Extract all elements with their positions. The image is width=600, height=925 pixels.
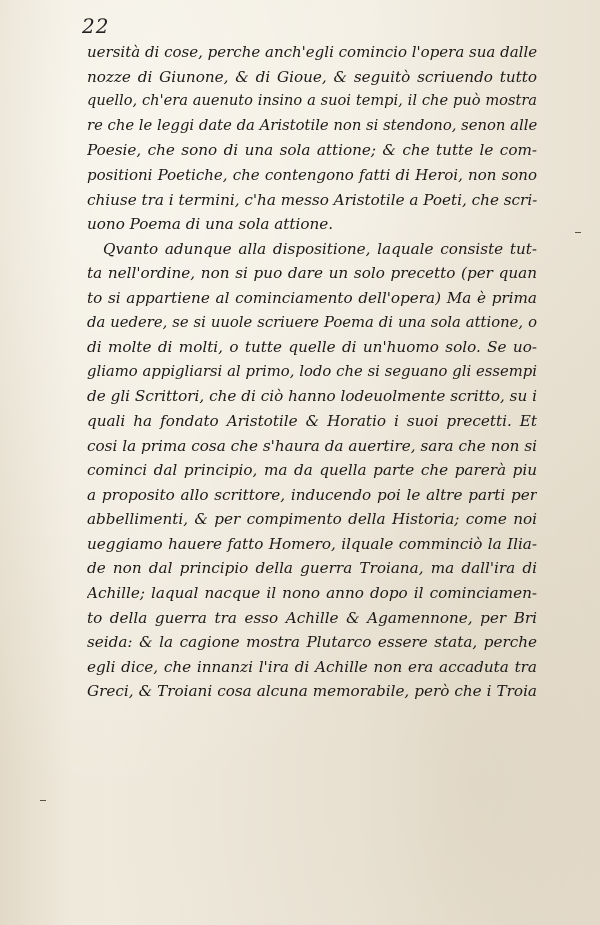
text-line: da uedere, se si uuole scriuere Poema di una sola attione, o [87, 313, 537, 331]
text-line: de gli Scrittori, che di ciò hanno lodeuolmente scritto, su i [87, 387, 537, 406]
text-line: de non dal principio della guerra Troiana, ma dall'ira di [87, 559, 537, 578]
margin-mark [40, 800, 46, 801]
text-line: ta nell'ordine, non si puo dare un solo precetto (per quan [87, 264, 537, 283]
page-number: 22 [82, 14, 110, 38]
text-line: uersità di cose, perche anch'egli comincio l'opera sua dalle [87, 43, 537, 61]
paragraph-start-line: Qvanto adunque alla dispositione, laquale consiste tut- [103, 239, 537, 258]
text-line: re che le leggi date da Aristotile non si stendono, senon alle [87, 116, 537, 134]
text-line: nozze di Giunone, & di Gioue, & seguitò scriuendo tutto [87, 67, 537, 86]
text-line: egli dice, che innanzi l'ira di Achille non era accaduta tra [87, 657, 537, 676]
text-line: Achille; laqual nacque il nono anno dopo il cominciamen- [87, 584, 537, 603]
text-line: quali ha fondato Aristotile & Horatio i suoi precetti. Et [87, 411, 537, 430]
text-line: positioni Poetiche, che contengono fatti di Heroi, non sono [87, 165, 537, 184]
text-line: cosi la prima cosa che s'haura da auertire, sara che non si [87, 436, 537, 455]
text-line: quello, ch'era auenuto insino a suoi tempi, il che può mostra [87, 92, 537, 110]
text-line: seida: & la cagione mostra Plutarco essere stata, perche [87, 633, 537, 652]
text-line: abbellimenti, & per compimento della Historia; come noi [87, 510, 537, 529]
text-line: di molte di molti, o tutte quelle di un'huomo solo. Se uo- [87, 338, 537, 357]
text-line: to si appartiene al cominciamento dell'opera) Ma è prima [87, 288, 537, 307]
text-line: to della guerra tra esso Achille & Agamennone, per Bri [87, 608, 537, 627]
text-line: a proposito allo scrittore, inducendo poi le altre parti per [87, 485, 537, 504]
body-text [87, 40, 537, 704]
text-line: uono Poema di una sola attione. [87, 215, 334, 234]
text-line: cominci dal principio, ma da quella parte che parerà piu [87, 461, 537, 480]
text-line: chiuse tra i termini, c'ha messo Aristotile a Poeti, che scri- [87, 190, 537, 209]
margin-mark [575, 232, 581, 233]
text-line: Greci, & Troiani cosa alcuna memorabile, però che i Troia [87, 682, 537, 701]
text-line: Poesie, che sono di una sola attione; & che tutte le com- [87, 141, 537, 160]
text-line: gliamo appigliarsi al primo, lodo che si seguano gli essempi [87, 362, 537, 380]
text-line: ueggiamo hauere fatto Homero, ilquale comminciò la Ilia- [87, 534, 537, 553]
